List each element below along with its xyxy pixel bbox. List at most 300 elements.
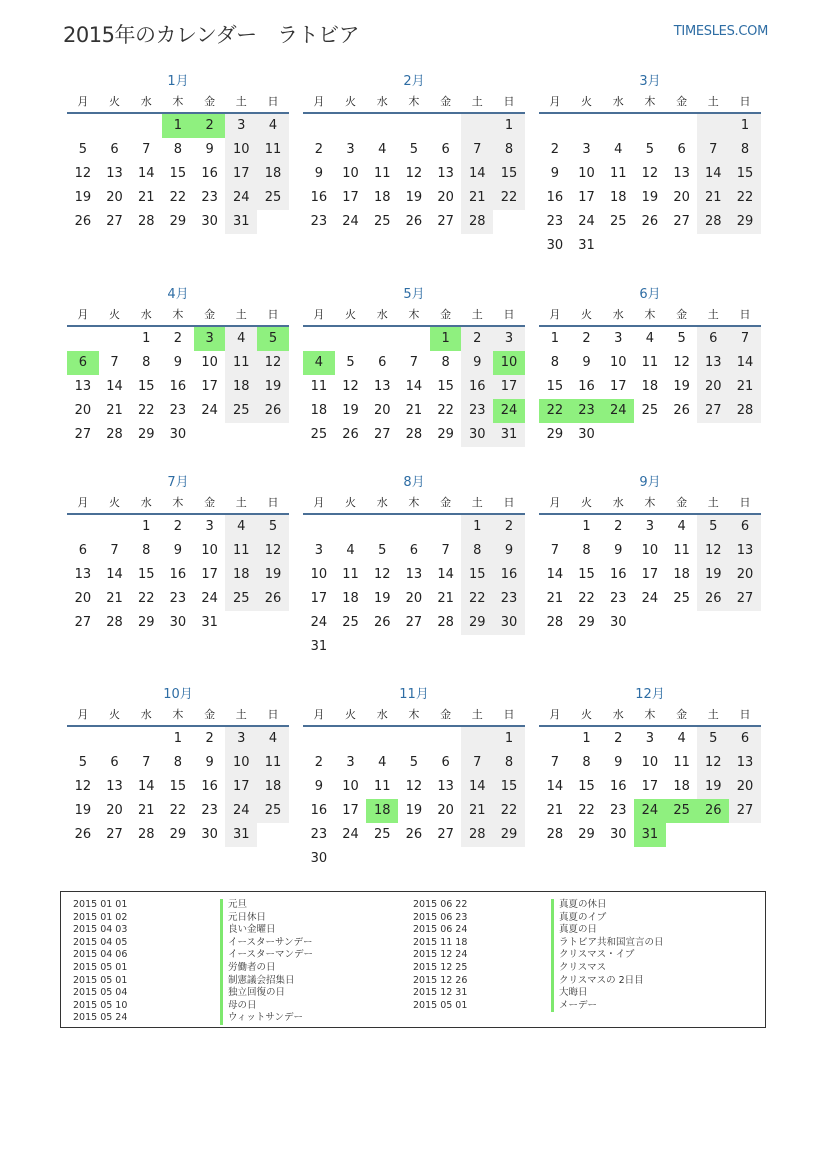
day-cell[interactable]: 30 [310, 851, 328, 866]
day-cell[interactable]: 7 [461, 751, 493, 775]
day-cell[interactable]: 20 [106, 803, 123, 818]
day-cell[interactable]: 15 [729, 162, 761, 186]
day-cell[interactable]: 24 [310, 615, 328, 630]
day-cell[interactable]: 26 [697, 587, 729, 611]
day-cell[interactable]: 18 [310, 403, 328, 418]
day-cell[interactable]: 21 [137, 803, 155, 818]
day-cell[interactable]: 7 [729, 327, 761, 351]
day-cell[interactable]: 13 [437, 166, 454, 181]
day-cell[interactable]: 21 [106, 403, 123, 418]
day-cell[interactable]: 9 [614, 755, 623, 770]
day-cell[interactable]: 10 [342, 166, 359, 181]
day-cell[interactable]: 24 [225, 186, 257, 210]
day-cell[interactable]: 1 [142, 331, 151, 346]
day-cell[interactable]: 19 [641, 190, 659, 205]
day-cell[interactable]: 4 [677, 731, 686, 746]
day-cell[interactable]: 19 [74, 803, 92, 818]
day-cell[interactable]: 6 [78, 543, 87, 558]
day-cell[interactable]: 24 [225, 799, 257, 823]
day-cell[interactable]: 3 [205, 519, 214, 534]
day-cell[interactable]: 2 [173, 519, 183, 534]
day-cell[interactable]: 27 [373, 427, 391, 442]
day-cell[interactable]: 1 [173, 731, 183, 746]
day-cell[interactable]: 9 [173, 355, 183, 370]
day-cell[interactable]: 3 [225, 727, 257, 751]
day-cell[interactable]: 16 [461, 375, 493, 399]
day-cell[interactable]: 28 [106, 427, 123, 442]
day-cell[interactable]: 5 [78, 142, 87, 157]
day-cell[interactable]: 26 [405, 827, 423, 842]
day-cell[interactable]: 11 [609, 166, 627, 181]
day-cell[interactable]: 5 [378, 543, 387, 558]
day-cell[interactable]: 4 [378, 142, 387, 157]
day-cell[interactable]: 27 [437, 214, 454, 229]
day-cell[interactable]: 14 [437, 567, 454, 582]
day-cell[interactable]: 4 [257, 727, 289, 751]
day-cell[interactable]: 25 [641, 403, 659, 418]
day-cell[interactable]: 17 [578, 190, 595, 205]
day-cell[interactable]: 31 [225, 823, 257, 847]
day-cell[interactable]: 24 [342, 214, 359, 229]
day-cell[interactable]: 31 [634, 823, 666, 847]
day-cell[interactable]: 2 [614, 519, 623, 534]
day-cell[interactable]: 13 [74, 567, 92, 582]
day-cell[interactable]: 12 [673, 355, 690, 370]
day-cell[interactable]: 1 [142, 519, 151, 534]
day-cell[interactable]: 6 [110, 755, 119, 770]
day-cell[interactable]: 28 [697, 210, 729, 234]
day-cell[interactable]: 30 [169, 615, 187, 630]
day-cell[interactable]: 27 [673, 214, 690, 229]
day-cell[interactable]: 22 [169, 803, 187, 818]
day-cell[interactable]: 17 [225, 775, 257, 799]
day-cell[interactable]: 15 [493, 162, 525, 186]
day-cell[interactable]: 16 [609, 567, 627, 582]
day-cell[interactable]: 10 [641, 543, 659, 558]
day-cell[interactable]: 22 [493, 799, 525, 823]
day-cell[interactable]: 17 [641, 567, 659, 582]
day-cell[interactable]: 13 [373, 379, 391, 394]
day-cell[interactable]: 29 [493, 823, 525, 847]
day-cell[interactable]: 11 [641, 355, 659, 370]
day-cell[interactable]: 4 [677, 519, 686, 534]
day-cell[interactable]: 27 [405, 615, 423, 630]
day-cell[interactable]: 24 [602, 399, 634, 423]
day-cell[interactable]: 12 [373, 567, 391, 582]
day-cell[interactable]: 1 [162, 114, 194, 138]
day-cell[interactable]: 9 [314, 779, 323, 794]
day-cell[interactable]: 9 [550, 166, 559, 181]
day-cell[interactable]: 25 [373, 214, 391, 229]
day-cell[interactable]: 6 [409, 543, 419, 558]
day-cell[interactable]: 23 [169, 403, 187, 418]
day-cell[interactable]: 6 [677, 142, 686, 157]
day-cell[interactable]: 5 [677, 331, 686, 346]
day-cell[interactable]: 24 [201, 591, 218, 606]
day-cell[interactable]: 16 [578, 379, 595, 394]
day-cell[interactable]: 16 [310, 803, 328, 818]
day-cell[interactable]: 18 [257, 775, 289, 799]
day-cell[interactable]: 7 [461, 138, 493, 162]
day-cell[interactable]: 31 [310, 639, 328, 654]
day-cell[interactable]: 8 [173, 142, 183, 157]
day-cell[interactable]: 9 [461, 351, 493, 375]
day-cell[interactable]: 28 [729, 399, 761, 423]
day-cell[interactable]: 11 [225, 539, 257, 563]
day-cell[interactable]: 1 [582, 519, 591, 534]
day-cell[interactable]: 9 [314, 166, 323, 181]
day-cell[interactable]: 25 [373, 827, 391, 842]
day-cell[interactable]: 12 [697, 751, 729, 775]
day-cell[interactable]: 30 [201, 214, 218, 229]
day-cell[interactable]: 24 [634, 799, 666, 823]
day-cell[interactable]: 10 [225, 138, 257, 162]
day-cell[interactable]: 30 [493, 611, 525, 635]
day-cell[interactable]: 29 [169, 214, 187, 229]
day-cell[interactable]: 11 [342, 567, 359, 582]
day-cell[interactable]: 7 [110, 543, 119, 558]
day-cell[interactable]: 11 [257, 138, 289, 162]
day-cell[interactable]: 28 [137, 827, 155, 842]
day-cell[interactable]: 16 [169, 379, 187, 394]
day-cell[interactable]: 25 [225, 399, 257, 423]
day-cell[interactable]: 8 [441, 355, 450, 370]
day-cell[interactable]: 28 [546, 615, 564, 630]
day-cell[interactable]: 19 [74, 190, 92, 205]
day-cell[interactable]: 10 [310, 567, 328, 582]
day-cell[interactable]: 21 [137, 190, 155, 205]
day-cell[interactable]: 3 [346, 755, 355, 770]
day-cell[interactable]: 17 [201, 567, 218, 582]
day-cell[interactable]: 22 [539, 399, 571, 423]
day-cell[interactable]: 20 [106, 190, 123, 205]
day-cell[interactable]: 12 [405, 166, 423, 181]
day-cell[interactable]: 23 [201, 803, 218, 818]
day-cell[interactable]: 5 [257, 515, 289, 539]
day-cell[interactable]: 11 [673, 755, 690, 770]
day-cell[interactable]: 2 [582, 331, 591, 346]
day-cell[interactable]: 23 [546, 214, 564, 229]
day-cell[interactable]: 25 [666, 799, 698, 823]
day-cell[interactable]: 28 [137, 214, 155, 229]
day-cell[interactable]: 18 [342, 591, 359, 606]
day-cell[interactable]: 28 [106, 615, 123, 630]
day-cell[interactable]: 8 [173, 755, 183, 770]
day-cell[interactable]: 23 [310, 827, 328, 842]
day-cell[interactable]: 8 [461, 539, 493, 563]
day-cell[interactable]: 13 [106, 779, 123, 794]
day-cell[interactable]: 17 [609, 379, 627, 394]
day-cell[interactable]: 16 [546, 190, 564, 205]
day-cell[interactable]: 8 [493, 138, 525, 162]
day-cell[interactable]: 5 [697, 727, 729, 751]
day-cell[interactable]: 5 [409, 142, 419, 157]
day-cell[interactable]: 4 [378, 755, 387, 770]
day-cell[interactable]: 8 [729, 138, 761, 162]
day-cell[interactable]: 21 [546, 803, 564, 818]
day-cell[interactable]: 3 [645, 731, 655, 746]
day-cell[interactable]: 14 [461, 162, 493, 186]
day-cell[interactable]: 19 [373, 591, 391, 606]
day-cell[interactable]: 4 [225, 327, 257, 351]
day-cell[interactable]: 30 [609, 615, 627, 630]
day-cell[interactable]: 8 [582, 543, 591, 558]
day-cell[interactable]: 3 [314, 543, 323, 558]
day-cell[interactable]: 25 [609, 214, 627, 229]
day-cell[interactable]: 15 [437, 379, 454, 394]
day-cell[interactable]: 2 [614, 731, 623, 746]
day-cell[interactable]: 24 [201, 403, 218, 418]
day-cell[interactable]: 25 [342, 615, 359, 630]
day-cell[interactable]: 29 [437, 427, 454, 442]
day-cell[interactable]: 28 [437, 615, 454, 630]
day-cell[interactable]: 22 [137, 591, 155, 606]
day-cell[interactable]: 5 [257, 327, 289, 351]
day-cell[interactable]: 6 [697, 327, 729, 351]
day-cell[interactable]: 28 [546, 827, 564, 842]
day-cell[interactable]: 5 [346, 355, 355, 370]
day-cell[interactable]: 14 [405, 379, 423, 394]
day-cell[interactable]: 26 [641, 214, 659, 229]
day-cell[interactable]: 22 [729, 186, 761, 210]
day-cell[interactable]: 15 [493, 775, 525, 799]
day-cell[interactable]: 22 [493, 186, 525, 210]
day-cell[interactable]: 2 [461, 327, 493, 351]
day-cell[interactable]: 22 [578, 803, 595, 818]
day-cell[interactable]: 20 [373, 403, 391, 418]
day-cell[interactable]: 30 [169, 427, 187, 442]
day-cell[interactable]: 3 [493, 327, 525, 351]
day-cell[interactable]: 5 [78, 755, 87, 770]
day-cell[interactable]: 21 [437, 591, 454, 606]
day-cell[interactable]: 22 [578, 591, 595, 606]
day-cell[interactable]: 12 [74, 166, 92, 181]
day-cell[interactable]: 8 [142, 355, 151, 370]
day-cell[interactable]: 26 [697, 799, 729, 823]
day-cell[interactable]: 10 [201, 355, 218, 370]
day-cell[interactable]: 24 [641, 591, 659, 606]
day-cell[interactable]: 14 [729, 351, 761, 375]
day-cell[interactable]: 17 [342, 190, 359, 205]
day-cell[interactable]: 22 [461, 587, 493, 611]
day-cell[interactable]: 14 [137, 779, 155, 794]
day-cell[interactable]: 30 [578, 427, 595, 442]
day-cell[interactable]: 9 [173, 543, 183, 558]
day-cell[interactable]: 16 [609, 779, 627, 794]
day-cell[interactable]: 19 [342, 403, 359, 418]
day-cell[interactable]: 18 [673, 779, 690, 794]
day-cell[interactable]: 20 [673, 190, 690, 205]
day-cell[interactable]: 6 [110, 142, 119, 157]
day-cell[interactable]: 14 [546, 567, 564, 582]
day-cell[interactable]: 6 [441, 755, 450, 770]
day-cell[interactable]: 27 [729, 587, 761, 611]
day-cell[interactable]: 10 [578, 166, 595, 181]
day-cell[interactable]: 29 [578, 615, 595, 630]
day-cell[interactable]: 22 [437, 403, 454, 418]
day-cell[interactable]: 3 [225, 114, 257, 138]
day-cell[interactable]: 3 [614, 331, 623, 346]
day-cell[interactable]: 21 [461, 799, 493, 823]
day-cell[interactable]: 3 [645, 519, 655, 534]
day-cell[interactable]: 16 [310, 190, 328, 205]
day-cell[interactable]: 30 [201, 827, 218, 842]
day-cell[interactable]: 10 [609, 355, 627, 370]
day-cell[interactable]: 30 [546, 238, 564, 253]
day-cell[interactable]: 6 [441, 142, 450, 157]
day-cell[interactable]: 15 [137, 567, 155, 582]
day-cell[interactable]: 9 [493, 539, 525, 563]
day-cell[interactable]: 18 [673, 567, 690, 582]
day-cell[interactable]: 13 [697, 351, 729, 375]
day-cell[interactable]: 20 [74, 591, 92, 606]
day-cell[interactable]: 9 [614, 543, 623, 558]
day-cell[interactable]: 20 [437, 190, 454, 205]
day-cell[interactable]: 13 [729, 539, 761, 563]
day-cell[interactable]: 29 [729, 210, 761, 234]
day-cell[interactable]: 23 [461, 399, 493, 423]
day-cell[interactable]: 1 [461, 515, 493, 539]
day-cell[interactable]: 3 [346, 142, 355, 157]
day-cell[interactable]: 25 [257, 799, 289, 823]
day-cell[interactable]: 30 [461, 423, 493, 447]
day-cell[interactable]: 26 [342, 427, 359, 442]
day-cell[interactable]: 21 [461, 186, 493, 210]
day-cell[interactable]: 28 [405, 427, 423, 442]
day-cell[interactable]: 16 [169, 567, 187, 582]
day-cell[interactable]: 13 [729, 751, 761, 775]
day-cell[interactable]: 9 [582, 355, 591, 370]
day-cell[interactable]: 6 [378, 355, 387, 370]
day-cell[interactable]: 25 [310, 427, 328, 442]
day-cell[interactable]: 17 [201, 379, 218, 394]
day-cell[interactable]: 15 [137, 379, 155, 394]
day-cell[interactable]: 13 [74, 379, 92, 394]
day-cell[interactable]: 17 [342, 803, 359, 818]
day-cell[interactable]: 19 [257, 563, 289, 587]
day-cell[interactable]: 3 [194, 327, 226, 351]
day-cell[interactable]: 28 [461, 823, 493, 847]
day-cell[interactable]: 30 [609, 827, 627, 842]
day-cell[interactable]: 12 [257, 351, 289, 375]
day-cell[interactable]: 1 [430, 327, 462, 351]
day-cell[interactable]: 9 [205, 755, 214, 770]
day-cell[interactable]: 4 [645, 331, 655, 346]
day-cell[interactable]: 21 [729, 375, 761, 399]
day-cell[interactable]: 11 [257, 751, 289, 775]
day-cell[interactable]: 29 [461, 611, 493, 635]
day-cell[interactable]: 17 [225, 162, 257, 186]
day-cell[interactable]: 25 [673, 591, 690, 606]
day-cell[interactable]: 31 [493, 423, 525, 447]
day-cell[interactable]: 5 [697, 515, 729, 539]
day-cell[interactable]: 23 [169, 591, 187, 606]
day-cell[interactable]: 8 [550, 355, 559, 370]
day-cell[interactable]: 17 [493, 375, 525, 399]
day-cell[interactable]: 27 [729, 799, 761, 823]
day-cell[interactable]: 7 [697, 138, 729, 162]
day-cell[interactable]: 21 [697, 186, 729, 210]
day-cell[interactable]: 2 [205, 731, 214, 746]
day-cell[interactable]: 2 [314, 142, 323, 157]
day-cell[interactable]: 15 [546, 379, 564, 394]
day-cell[interactable]: 14 [461, 775, 493, 799]
day-cell[interactable]: 4 [257, 114, 289, 138]
day-cell[interactable]: 26 [74, 827, 92, 842]
day-cell[interactable]: 26 [257, 399, 289, 423]
day-cell[interactable]: 31 [201, 615, 218, 630]
day-cell[interactable]: 18 [225, 375, 257, 399]
day-cell[interactable]: 29 [578, 827, 595, 842]
day-cell[interactable]: 12 [74, 779, 92, 794]
day-cell[interactable]: 7 [441, 543, 450, 558]
day-cell[interactable]: 18 [257, 162, 289, 186]
day-cell[interactable]: 18 [225, 563, 257, 587]
day-cell[interactable]: 4 [346, 543, 355, 558]
day-cell[interactable]: 21 [405, 403, 423, 418]
day-cell[interactable]: 27 [697, 399, 729, 423]
day-cell[interactable]: 19 [673, 379, 690, 394]
day-cell[interactable]: 7 [409, 355, 419, 370]
day-cell[interactable]: 26 [405, 214, 423, 229]
day-cell[interactable]: 14 [697, 162, 729, 186]
day-cell[interactable]: 20 [405, 591, 423, 606]
day-cell[interactable]: 31 [578, 238, 595, 253]
day-cell[interactable]: 13 [673, 166, 690, 181]
day-cell[interactable]: 27 [74, 427, 92, 442]
day-cell[interactable]: 8 [142, 543, 151, 558]
day-cell[interactable]: 7 [110, 355, 119, 370]
day-cell[interactable]: 8 [582, 755, 591, 770]
day-cell[interactable]: 29 [137, 427, 155, 442]
day-cell[interactable]: 11 [373, 166, 391, 181]
day-cell[interactable]: 1 [550, 331, 559, 346]
day-cell[interactable]: 29 [546, 427, 564, 442]
day-cell[interactable]: 15 [169, 779, 187, 794]
day-cell[interactable]: 7 [142, 142, 151, 157]
day-cell[interactable]: 26 [373, 615, 391, 630]
day-cell[interactable]: 2 [173, 331, 183, 346]
day-cell[interactable]: 18 [373, 190, 391, 205]
day-cell[interactable]: 1 [729, 114, 761, 138]
day-cell[interactable]: 7 [550, 543, 559, 558]
day-cell[interactable]: 26 [257, 587, 289, 611]
day-cell[interactable]: 20 [729, 775, 761, 799]
day-cell[interactable]: 9 [205, 142, 214, 157]
day-cell[interactable]: 18 [609, 190, 627, 205]
day-cell[interactable]: 15 [578, 567, 595, 582]
day-cell[interactable]: 23 [493, 587, 525, 611]
day-cell[interactable]: 11 [373, 779, 391, 794]
day-cell[interactable]: 13 [106, 166, 123, 181]
day-cell[interactable]: 1 [582, 731, 591, 746]
day-cell[interactable]: 12 [697, 539, 729, 563]
day-cell[interactable]: 26 [673, 403, 690, 418]
day-cell[interactable]: 2 [550, 142, 559, 157]
day-cell[interactable]: 15 [169, 166, 187, 181]
day-cell[interactable]: 27 [106, 827, 123, 842]
day-cell[interactable]: 4 [303, 351, 335, 375]
day-cell[interactable]: 24 [493, 399, 525, 423]
day-cell[interactable]: 25 [257, 186, 289, 210]
day-cell[interactable]: 18 [641, 379, 659, 394]
day-cell[interactable]: 1 [493, 727, 525, 751]
day-cell[interactable]: 7 [142, 755, 151, 770]
day-cell[interactable]: 11 [310, 379, 328, 394]
site-name[interactable]: TIMESLES.COM [673, 24, 768, 39]
day-cell[interactable]: 26 [74, 214, 92, 229]
day-cell[interactable]: 22 [137, 403, 155, 418]
